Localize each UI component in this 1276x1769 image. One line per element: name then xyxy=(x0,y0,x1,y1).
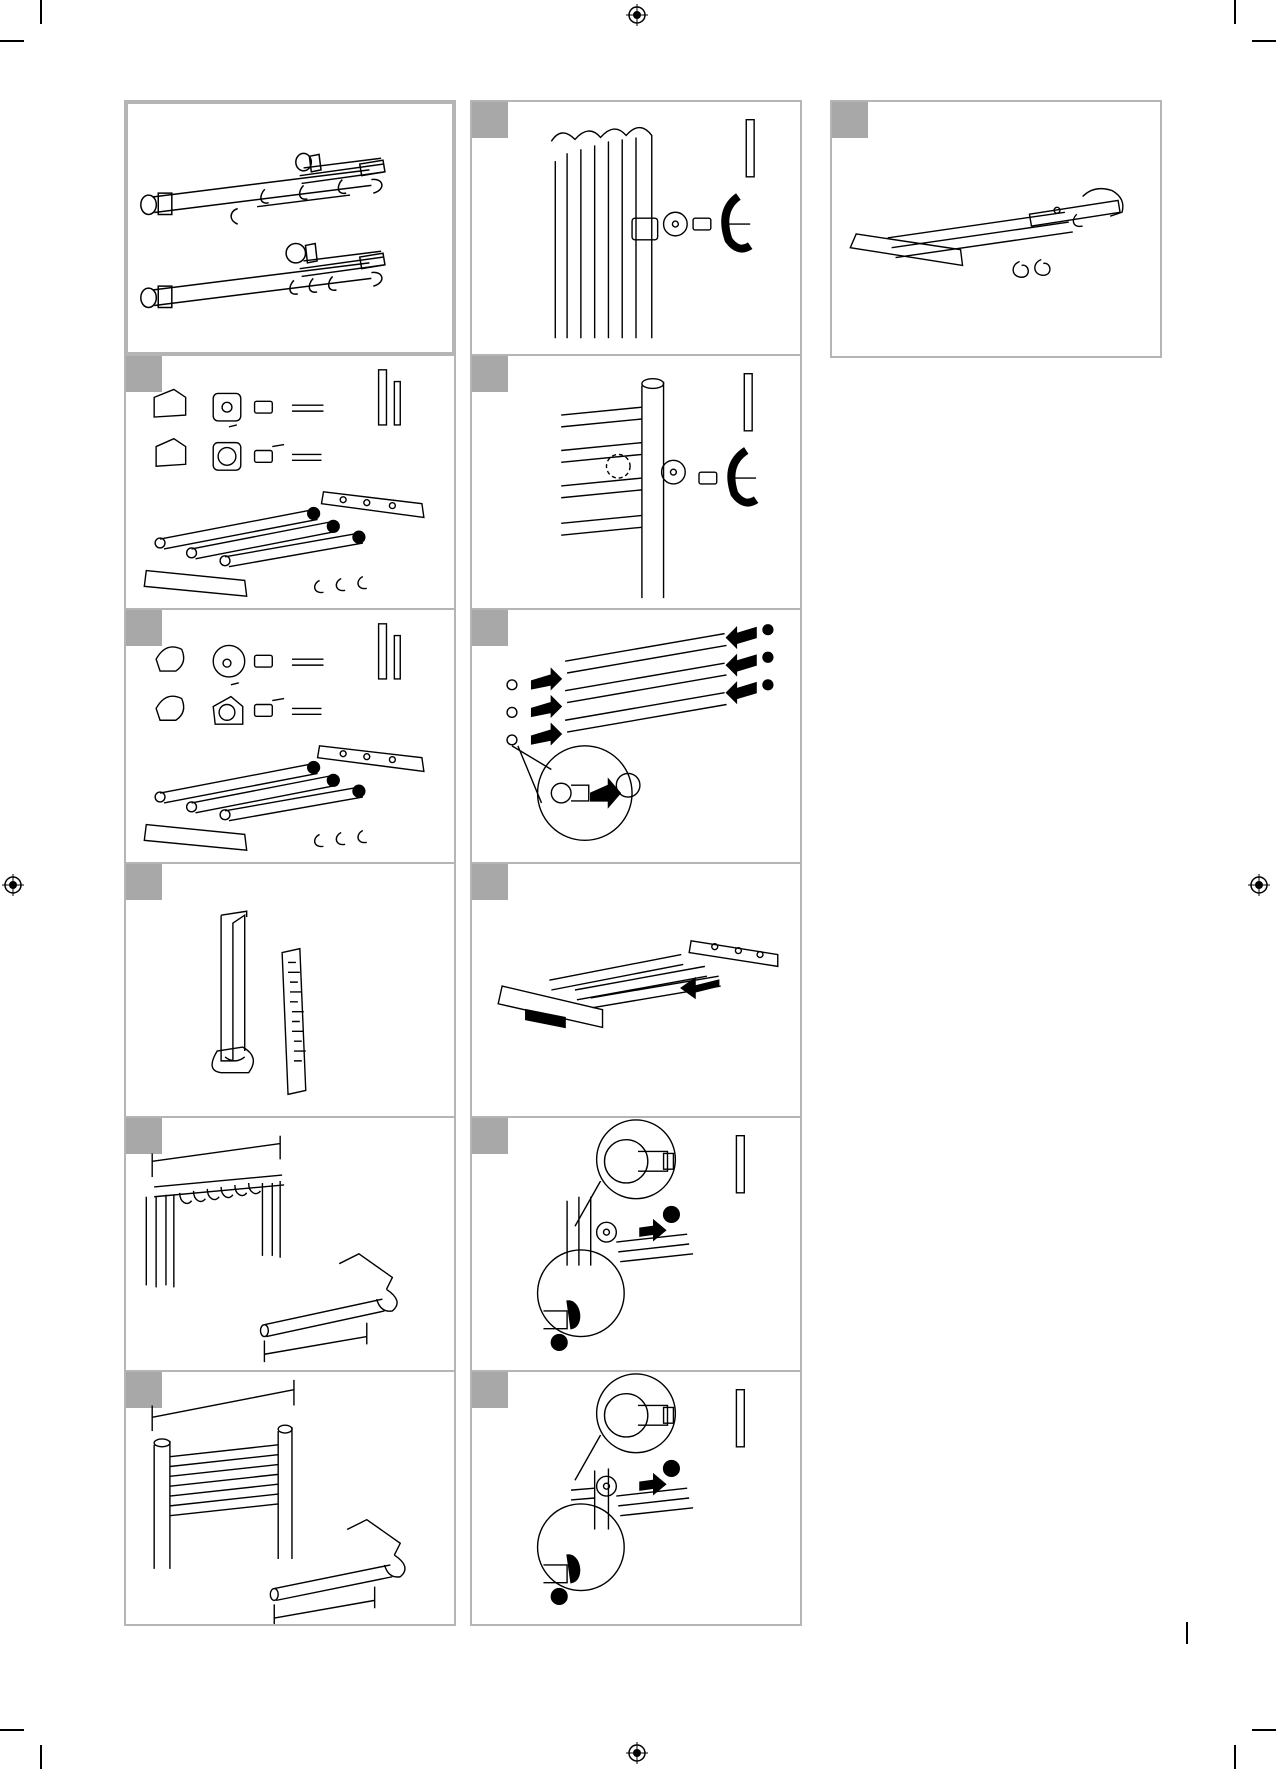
crop-mark xyxy=(40,1745,42,1769)
registration-mark-icon xyxy=(1248,874,1270,896)
panel-right-1 xyxy=(830,100,1162,358)
measure-and-cut-radiator-illustration xyxy=(126,1118,454,1370)
measure-and-cut-ladder-radiator-illustration xyxy=(126,1372,454,1624)
fix-rail-column-radiator-illustration xyxy=(472,1118,800,1370)
page-number-mark xyxy=(1186,1622,1188,1644)
crop-mark xyxy=(0,1729,24,1731)
crop-mark xyxy=(1234,1745,1236,1769)
panel-mid-4 xyxy=(470,862,802,1118)
mount-bracket-on-ladder-radiator-illustration xyxy=(472,356,800,608)
panel-mid-6 xyxy=(470,1370,802,1626)
hacksaw-and-ruler-tools-illustration xyxy=(126,864,454,1116)
panel-mid-1 xyxy=(470,100,802,356)
registration-mark-icon xyxy=(626,4,648,26)
assemble-bars-to-end-caps-illustration xyxy=(472,864,800,1116)
insert-plugs-into-bars-illustration xyxy=(472,610,800,862)
panel-mid-3 xyxy=(470,608,802,864)
hang-hooks-on-rail-illustration xyxy=(832,102,1160,356)
panel-left-2 xyxy=(124,608,456,864)
towel-rail-overview-illustration xyxy=(128,104,452,352)
registration-mark-icon xyxy=(2,874,24,896)
panel-mid-5 xyxy=(470,1116,802,1372)
panel-left-3 xyxy=(124,862,456,1118)
panel-left-4 xyxy=(124,1116,456,1372)
fix-rail-ladder-radiator-illustration xyxy=(472,1372,800,1624)
panel-left-5 xyxy=(124,1370,456,1626)
panel-overview xyxy=(124,100,456,356)
panel-mid-2 xyxy=(470,354,802,610)
crop-mark xyxy=(1252,40,1276,42)
crop-mark xyxy=(0,40,24,42)
crop-mark xyxy=(1252,1729,1276,1731)
registration-mark-icon xyxy=(626,1742,648,1764)
mount-bracket-on-column-radiator-illustration xyxy=(472,102,800,354)
panel-left-1 xyxy=(124,354,456,610)
parts-kit-oval-brackets-illustration xyxy=(126,610,454,862)
crop-mark xyxy=(40,0,42,24)
parts-kit-round-brackets-illustration xyxy=(126,356,454,608)
crop-mark xyxy=(1234,0,1236,24)
